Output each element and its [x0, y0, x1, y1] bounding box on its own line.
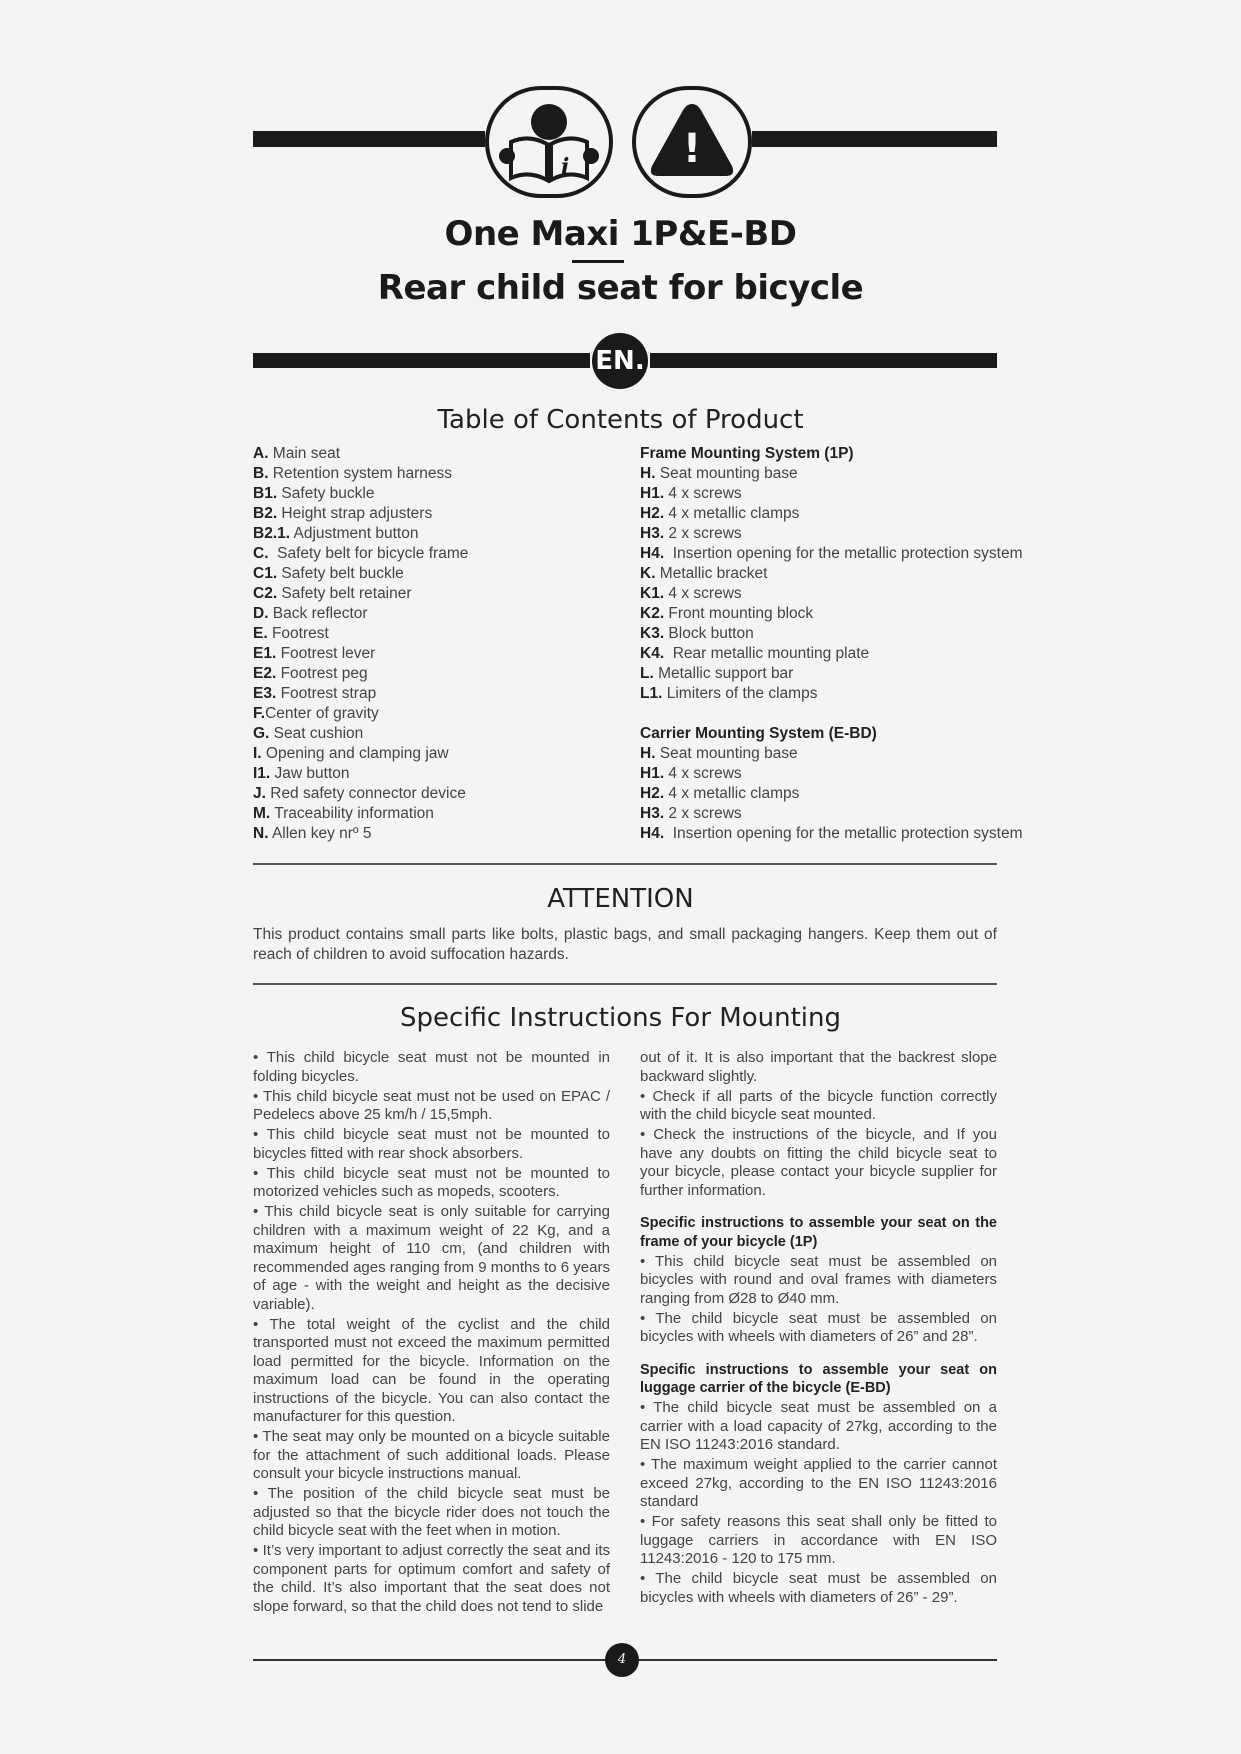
- frame-instructions-heading: Specific instructions to assemble your seat on the frame of your bicycle (1P): [640, 1215, 997, 1250]
- toc-code: M.: [253, 805, 271, 822]
- toc-code: L1.: [640, 685, 663, 702]
- toc-item: [253, 544, 623, 564]
- toc-code: C1.: [253, 565, 278, 582]
- carrier-instruction: • For safety reasons this seat shall only be fitted to luggage carriers in accordance with EN ISO 11243:2016 - 120 to 175 mm.: [640, 1513, 997, 1567]
- toc-item: [253, 764, 623, 784]
- language-rule-right: [650, 353, 997, 368]
- toc-code: C2.: [253, 585, 278, 602]
- toc-frame-item: [640, 484, 1010, 504]
- toc-code: B1.: [253, 485, 278, 502]
- toc-carrier-item: [640, 804, 1010, 824]
- toc-item: [253, 704, 623, 724]
- toc-label: Main seat: [268, 445, 341, 462]
- toc-frame-item: [640, 664, 1010, 684]
- divider-toc: [253, 863, 997, 865]
- mounting-right-column: [640, 1049, 997, 1609]
- toc-label: Insertion opening for the metallic protection system: [664, 545, 1023, 562]
- toc-label: Footrest lever: [276, 645, 376, 662]
- toc-item: [253, 504, 623, 524]
- toc-code: C.: [253, 545, 269, 562]
- toc-carrier-item: [640, 824, 1023, 844]
- mounting-instruction: • This child bicycle seat must not be mounted in folding bicycles.: [253, 1049, 610, 1085]
- toc-item: [253, 784, 623, 804]
- toc-label: Footrest: [267, 625, 329, 642]
- mounting-instruction: out of it. It is also important that the backrest slope backward slightly.: [640, 1049, 997, 1085]
- toc-label: Insertion opening for the metallic protection system: [664, 825, 1023, 842]
- toc-code: I.: [253, 745, 262, 762]
- toc-label: Center of gravity: [265, 705, 379, 722]
- toc-label: Footrest peg: [276, 665, 368, 682]
- toc-code: E.: [253, 625, 268, 642]
- toc-label: Metallic bracket: [655, 565, 768, 582]
- toc-label: Rear metallic mounting plate: [664, 645, 870, 662]
- toc-item: [253, 744, 623, 764]
- toc-item: [253, 444, 623, 464]
- carrier-instruction: • The child bicycle seat must be assembled on a carrier with a load capacity of 27kg, according to the EN ISO 11243:2016 standard.: [640, 1399, 997, 1453]
- toc-item: [253, 804, 623, 824]
- toc-code: H3.: [640, 525, 665, 542]
- toc-code: H3.: [640, 805, 665, 822]
- toc-item: [253, 624, 623, 644]
- carrier-instruction: • The child bicycle seat must be assembled on bicycles with wheels with diameters of 26” - 29”.: [640, 1570, 997, 1606]
- toc-frame-item: [640, 504, 1010, 524]
- toc-code: D.: [253, 605, 269, 622]
- toc-code: K1.: [640, 585, 665, 602]
- toc-label: Adjustment button: [290, 525, 419, 542]
- toc-item: [253, 484, 623, 504]
- toc-frame-item: [640, 584, 1010, 604]
- toc-frame-item: [640, 644, 1010, 664]
- toc-label: Metallic support bar: [653, 665, 794, 682]
- page-number: 4: [605, 1643, 639, 1677]
- toc-code: F.: [253, 705, 266, 722]
- toc-label: Red safety connector device: [265, 785, 466, 802]
- toc-code: H1.: [640, 765, 665, 782]
- toc-label: Traceability information: [270, 805, 434, 822]
- header-rule-left: [253, 131, 485, 147]
- toc-code: E2.: [253, 665, 277, 682]
- toc-code: B2.: [253, 505, 278, 522]
- toc-code: H2.: [640, 785, 665, 802]
- toc-frame-item: [640, 624, 1010, 644]
- frame-instructions-list: [640, 1253, 997, 1347]
- toc-label: Footrest strap: [276, 685, 377, 702]
- toc-frame-item: [640, 684, 1010, 704]
- header-rule-right: [752, 131, 997, 147]
- mounting-heading: Specific Instructions For Mounting: [399, 1003, 841, 1033]
- toc-label: Opening and clamping jaw: [261, 745, 449, 762]
- warning-icon: [632, 86, 752, 198]
- mounting-instruction: • This child bicycle seat is only suitable for carrying children with a maximum weight of 22 Kg, and a maximum height of 110 cm, (and children with recommended ages ranging from 9 months to 6 years of age - with the weight and height as the decisive variable).: [253, 1203, 610, 1313]
- language-badge: EN.: [592, 333, 648, 389]
- toc-code: K3.: [640, 625, 665, 642]
- toc-code: G.: [253, 725, 270, 742]
- mounting-instruction: • Check if all parts of the bicycle function correctly with the child bicycle seat mounted.: [640, 1087, 997, 1123]
- toc-label: Jaw button: [270, 765, 350, 782]
- toc-code: H.: [640, 745, 656, 762]
- toc-code: H4.: [640, 825, 665, 842]
- toc-code: K4.: [640, 645, 665, 662]
- toc-label: Front mounting block: [664, 605, 814, 622]
- product-title: One Maxi 1P&E-BD: [444, 214, 797, 254]
- toc-item: [253, 724, 623, 744]
- toc-frame-item: [640, 604, 1010, 624]
- toc-label: 4 x metallic clamps: [664, 505, 800, 522]
- toc-frame-heading: Frame Mounting System (1P): [640, 445, 854, 462]
- toc-heading: Table of Contents of Product: [437, 405, 804, 435]
- toc-item: [253, 584, 623, 604]
- toc-label: 4 x screws: [664, 585, 742, 602]
- toc-label: Safety belt buckle: [277, 565, 404, 582]
- toc-frame-list: [640, 464, 1023, 704]
- toc-code: H4.: [640, 545, 665, 562]
- toc-code: E3.: [253, 685, 277, 702]
- attention-text: This product contains small parts like bolts, plastic bags, and small packaging hangers. Keep them out of reach of children to avoid suffocation hazards.: [253, 926, 997, 963]
- toc-code: A.: [253, 445, 269, 462]
- toc-item: [253, 604, 623, 624]
- toc-frame-item: [640, 464, 1010, 484]
- toc-carrier-heading: Carrier Mounting System (E-BD): [640, 725, 877, 742]
- toc-label: Safety belt for bicycle frame: [268, 545, 469, 562]
- mounting-instruction: • It’s very important to adjust correctly the seat and its component parts for optimum comfort and safety of the child. It’s also important that the seat does not slope forward, so that the child does not tend to slide: [253, 1542, 610, 1615]
- toc-label: 2 x screws: [664, 805, 742, 822]
- toc-code: K2.: [640, 605, 665, 622]
- toc-label: 4 x screws: [664, 485, 742, 502]
- toc-label: Height strap adjusters: [277, 505, 433, 522]
- product-subtitle: Rear child seat for bicycle: [377, 268, 864, 308]
- toc-label: Safety buckle: [277, 485, 375, 502]
- toc-code: B.: [253, 465, 269, 482]
- toc-item: [253, 684, 623, 704]
- toc-code: H.: [640, 465, 656, 482]
- toc-label: 4 x metallic clamps: [664, 785, 800, 802]
- toc-label: Seat cushion: [269, 725, 364, 742]
- carrier-instruction: • The maximum weight applied to the carrier cannot exceed 27kg, according to the EN ISO 11243:2016 standard: [640, 1456, 997, 1510]
- toc-code: H1.: [640, 485, 665, 502]
- mounting-left-column: [253, 1049, 610, 1618]
- title-divider: [572, 260, 624, 263]
- toc-code: B2.1.: [253, 525, 291, 542]
- mounting-instruction: • This child bicycle seat must not be mounted to motorized vehicles such as mopeds, scooters.: [253, 1164, 610, 1200]
- toc-item: [253, 644, 623, 664]
- warning-icon-mark: !: [682, 126, 702, 172]
- toc-label: Block button: [664, 625, 754, 642]
- toc-code: E1.: [253, 645, 277, 662]
- toc-item: [253, 464, 623, 484]
- toc-frame-item: [640, 524, 1010, 544]
- carrier-instructions-heading: Specific instructions to assemble your seat on luggage carrier of the bicycle (E-BD): [640, 1361, 997, 1396]
- toc-item: [253, 564, 623, 584]
- toc-carrier-item: [640, 744, 1010, 764]
- reading-icon-letter: i: [561, 154, 570, 180]
- mounting-instruction: • This child bicycle seat must not be used on EPAC / Pedelecs above 25 km/h / 15,5mph.: [253, 1087, 610, 1123]
- toc-label: Seat mounting base: [655, 465, 798, 482]
- toc-carrier-list: [640, 744, 1023, 844]
- mounting-instruction: • The position of the child bicycle seat must be adjusted so that the bicycle rider does not touch the child bicycle seat with the feet when in motion.: [253, 1485, 610, 1539]
- toc-item: [253, 664, 623, 684]
- language-rule-left: [253, 353, 590, 368]
- mounting-instruction: • The seat may only be mounted on a bicycle suitable for the attachment of such additional loads. Please consult your bicycle instructions manual.: [253, 1428, 610, 1482]
- toc-code: I1.: [253, 765, 271, 782]
- toc-frame-item: [640, 564, 1010, 584]
- toc-carrier-item: [640, 784, 1010, 804]
- reading-manual-icon: [485, 86, 613, 198]
- frame-instruction: • The child bicycle seat must be assembled on bicycles with wheels with diameters of 26” and 28”.: [640, 1309, 997, 1345]
- toc-label: Allen key nrº 5: [268, 825, 372, 842]
- toc-item: [253, 824, 623, 844]
- mounting-instruction: • This child bicycle seat must not be mounted to bicycles fitted with rear shock absorbers.: [253, 1126, 610, 1162]
- frame-instruction: • This child bicycle seat must be assembled on bicycles with round and oval frames with diameters ranging from Ø28 to Ø40 mm.: [640, 1252, 997, 1307]
- toc-label: Safety belt retainer: [277, 585, 412, 602]
- carrier-instructions-list: [640, 1399, 997, 1607]
- toc-label: Seat mounting base: [655, 745, 798, 762]
- attention-heading: ATTENTION: [547, 884, 694, 914]
- toc-label: Limiters of the clamps: [662, 685, 818, 702]
- toc-code: K.: [640, 565, 656, 582]
- toc-label: Back reflector: [268, 605, 368, 622]
- toc-code: J.: [253, 785, 266, 802]
- toc-label: Retention system harness: [268, 465, 453, 482]
- toc-code: H2.: [640, 505, 665, 522]
- toc-frame-item: [640, 544, 1023, 564]
- toc-label: 2 x screws: [664, 525, 742, 542]
- toc-left-column: [253, 444, 623, 844]
- mounting-instruction: • Check the instructions of the bicycle, and If you have any doubts on fitting the child bicycle seat to your bicycle, please contact your bicycle supplier for further information.: [640, 1126, 997, 1199]
- toc-code: N.: [253, 825, 269, 842]
- mounting-right-intro: [640, 1049, 997, 1200]
- toc-label: 4 x screws: [664, 765, 742, 782]
- divider-attention: [253, 983, 997, 985]
- toc-code: L.: [640, 665, 654, 682]
- toc-right-column: [640, 444, 1023, 844]
- mounting-instruction: • The total weight of the cyclist and the child transported must not exceed the maximum permitted load permitted for the bicycle. Information on the maximum load can be found in the operating instructions of the bicycle. You can also contact the manufacturer for this question.: [253, 1315, 610, 1425]
- toc-item: [253, 524, 623, 544]
- toc-carrier-item: [640, 764, 1010, 784]
